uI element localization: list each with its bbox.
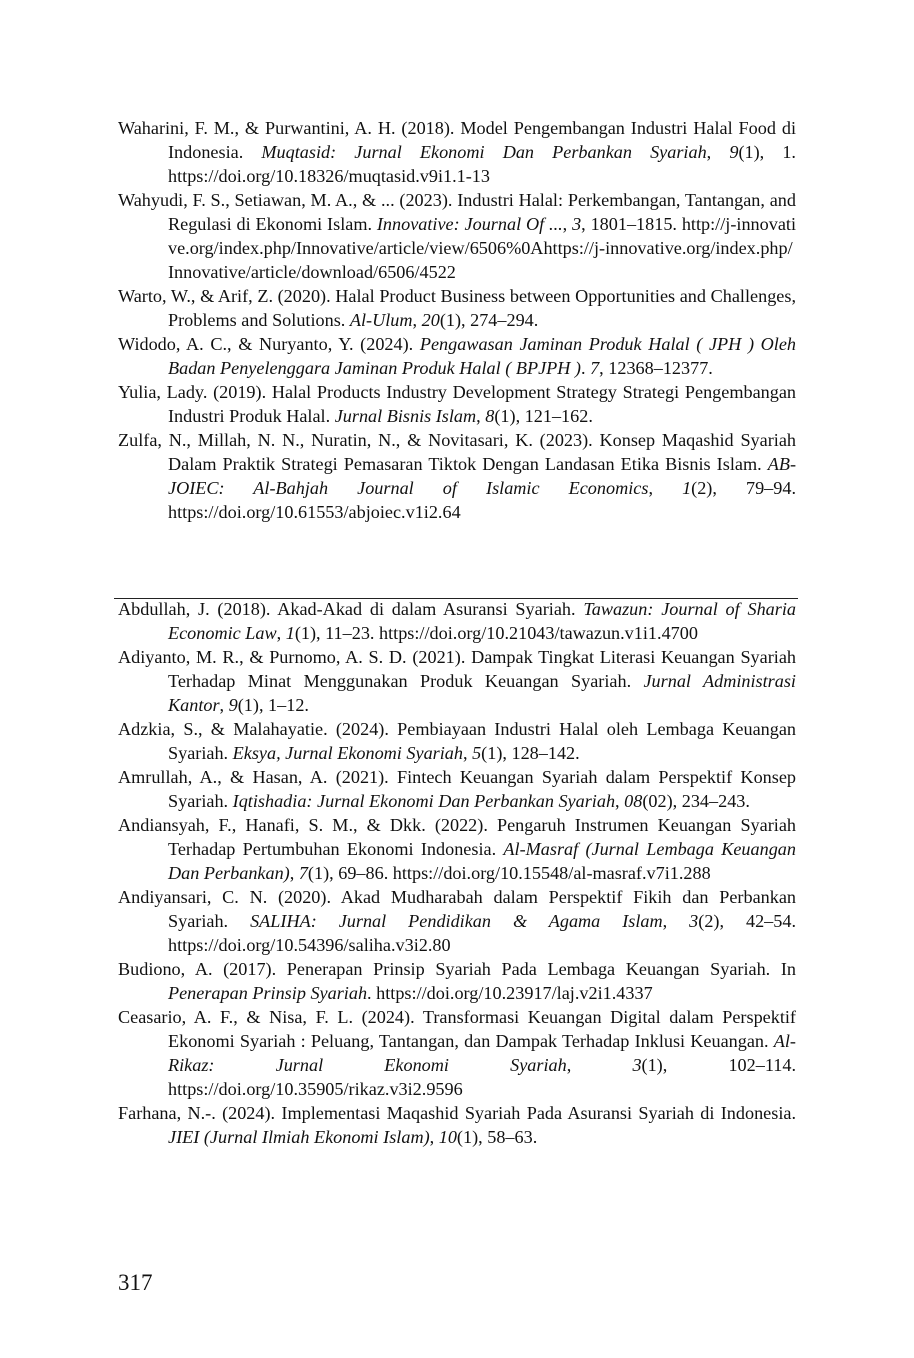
reference-entry: Adiyanto, M. R., & Purnomo, A. S. D. (2021). Dampak Tingkat Literasi Keuangan Syariah Terhadap Minat Menggunakan Produk Keuangan Syariah. Jurnal Administrasi Kantor, 9(1), 1–12. <box>118 647 796 715</box>
reference-entry: Farhana, N.-. (2024). Implementasi Maqashid Syariah Pada Asuransi Syariah di Indonesia. JIEI (Jurnal Ilmiah Ekonomi Islam), 10(1), 58–63. <box>118 1103 796 1147</box>
reference-entry: Andiyansari, C. N. (2020). Akad Mudharabah dalam Perspektif Fikih dan Perbankan Syariah. SALIHA: Jurnal Pendidikan & Agama Islam, 3(2), 42–54. https://doi.org/10.54396/saliha.v3i2.80 <box>118 887 796 955</box>
reference-entry: Adzkia, S., & Malahayatie. (2024). Pembiayaan Industri Halal oleh Lembaga Keuangan Syariah. Eksya, Jurnal Ekonomi Syariah, 5(1), 128–142. <box>118 719 796 763</box>
reference-entry: Zulfa, N., Millah, N. N., Nuratin, N., & Novitasari, K. (2023). Konsep Maqashid Syariah Dalam Praktik Strategi Pemasaran Tiktok Dengan Landasan Etika Bisnis Islam. AB-JOIEC: Al-Bahjah Journal of Islamic Economics, 1(2), 79–94. https://doi.org/10.61553/abjoiec.v1i2.64 <box>118 430 796 522</box>
reference-entry: Abdullah, J. (2018). Akad-Akad di dalam Asuransi Syariah. Tawazun: Journal of Sharia Economic Law, 1(1), 11–23. https://doi.org/10.21043/tawazun.v1i1.4700 <box>118 599 796 643</box>
reference-entry: Widodo, A. C., & Nuryanto, Y. (2024). Pengawasan Jaminan Produk Halal ( JPH ) Oleh Badan Penyelenggara Jaminan Produk Halal ( BPJPH ). 7, 12368–12377. <box>118 334 796 378</box>
reference-entry: Ceasario, A. F., & Nisa, F. L. (2024). Transformasi Keuangan Digital dalam Perspektif Ekonomi Syariah : Peluang, Tantangan, dan Dampak Terhadap Inklusi Keuangan. Al-Rikaz: Jurnal Ekonomi Syariah, 3(1), 102–114. https://doi.org/10.35905/rikaz.v3i2.9596 <box>118 1007 796 1099</box>
references-bottom-block <box>118 597 796 1149</box>
reference-entry: Amrullah, A., & Hasan, A. (2021). Fintech Keuangan Syariah dalam Perspektif Konsep Syariah. Iqtishadia: Jurnal Ekonomi Dan Perbankan Syariah, 08(02), 234–243. <box>118 767 796 811</box>
reference-entry: Warto, W., & Arif, Z. (2020). Halal Product Business between Opportunities and Challenges, Problems and Solutions. Al-Ulum, 20(1), 274–294. <box>118 286 796 330</box>
reference-entry: Andiansyah, F., Hanafi, S. M., & Dkk. (2022). Pengaruh Instrumen Keuangan Syariah Terhadap Pertumbuhan Ekonomi Indonesia. Al-Masraf (Jurnal Lembaga Keuangan Dan Perbankan), 7(1), 69–86. https://doi.org/10.15548/al-masraf.v7i1.288 <box>118 815 796 883</box>
reference-entry: Budiono, A. (2017). Penerapan Prinsip Syariah Pada Lembaga Keuangan Syariah. In Penerapan Prinsip Syariah. https://doi.org/10.23917/laj.v2i1.4337 <box>118 959 796 1003</box>
reference-entry: Yulia, Lady. (2019). Halal Products Industry Development Strategy Strategi Pengembangan Industri Produk Halal. Jurnal Bisnis Islam, 8(1), 121–162. <box>118 382 796 426</box>
references-top-block <box>118 116 796 524</box>
reference-entry: Waharini, F. M., & Purwantini, A. H. (2018). Model Pengembangan Industri Halal Food di Indonesia. Muqtasid: Jurnal Ekonomi Dan Perbankan Syariah, 9(1), 1. https://doi.org/10.18326/muqtasid.v9i1.1-13 <box>118 118 796 186</box>
page-number: 317 <box>118 1270 153 1295</box>
reference-entry: Wahyudi, F. S., Setiawan, M. A., & ... (2023). Industri Halal: Perkembangan, Tantangan, and Regulasi di Ekonomi Islam. Innovative: Journal Of ..., 3, 1801–1815. http://j-innovative.org/index.php/Innovative/article/view/6506%0Ahttps://j-innovative.org/index.php/Innovative/article/download/6506/4522 <box>118 190 796 282</box>
